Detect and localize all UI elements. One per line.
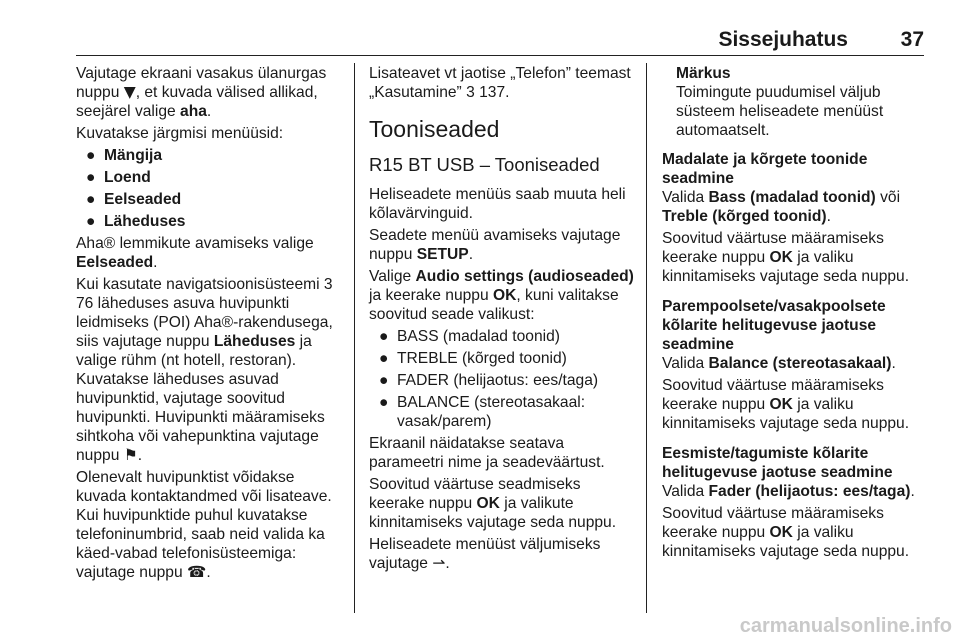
bullet-icon: ● — [379, 372, 389, 389]
list-item: ● Läheduses — [86, 213, 186, 230]
list-item: ● FADER (helijaotus: ees/taga) — [379, 372, 599, 389]
paragraph: Aha® lemmikute avamiseks valige Eelseaded. — [76, 235, 314, 271]
paragraph: Soovitud väärtuse seadmiseks keerake nuppu OK ja valikute kinnitamiseks vajutage seda nuppu. — [369, 476, 617, 531]
list-item: ● Loend — [86, 169, 151, 186]
paragraph: Heliseadete menüüs saab muuta heli kõlavärvinguid. — [369, 186, 626, 222]
paragraph: Kuvatakse järgmisi menüüsid: — [76, 125, 284, 142]
list-item: ● BALANCE (stereotasakaal: vasak/parem) — [379, 394, 586, 430]
bullet-icon: ● — [86, 147, 96, 164]
paragraph: Vajutage ekraani vasakus ülanurgas nuppu ▼, et kuvada välised allikad, seejärel valige aha. — [76, 65, 327, 120]
bullet-icon: ● — [379, 328, 389, 345]
column-2 — [369, 64, 637, 576]
phone-icon: ☎ — [186, 563, 207, 581]
subsection-heading: Eesmiste/tagumiste kõlarite helitugevuse jaotuse seadmine — [662, 445, 893, 481]
section-title: Sissejuhatus — [718, 28, 848, 51]
paragraph: Olenevalt huvipunktist võidakse kuvada kontaktandmed või lisateave. Kui huvipunktide puhul kuvatakse telefoninumbrid, saab neid valida ka käed-vabad telefonisüsteemiga: vajutage nuppu ☎. — [76, 469, 332, 581]
paragraph: Heliseadete menüüst väljumiseks vajutage ⇀. — [369, 536, 601, 572]
paragraph: Valige Audio settings (audioseaded) ja keerake nuppu OK, kuni valitakse soovitud seade valikust: — [369, 268, 634, 323]
paragraph: Valida Bass (madalad toonid) või Treble (kõrged toonid). — [662, 189, 901, 225]
column-3 — [662, 64, 930, 564]
registered-mark: ® — [221, 314, 234, 331]
page-reference-icon: 3 — [323, 276, 333, 293]
flag-icon: ⚑ — [123, 446, 138, 464]
section-heading: R15 BT USB – Tooniseaded — [369, 154, 600, 175]
list-item: ● Eelseaded — [86, 191, 182, 208]
subsection-heading: Madalate ja kõrgete toonide seadmine — [662, 151, 868, 187]
bullet-icon: ● — [86, 213, 96, 230]
page-number: 37 — [900, 28, 924, 51]
list-item: ● BASS (madalad toonid) — [379, 328, 560, 345]
chapter-heading: Tooniseaded — [369, 116, 500, 142]
bullet-icon: ● — [379, 394, 389, 411]
column-divider — [646, 63, 647, 613]
paragraph: Soovitud väärtuse määramiseks keerake nuppu OK ja valiku kinnitamiseks vajutage seda nuppu. — [662, 230, 910, 285]
watermark: carmanualsonline.info — [739, 615, 952, 637]
paragraph: Lisateavet vt jaotise „Telefon” teemast „Kasutamine” 3 137. — [369, 65, 631, 101]
page-header — [0, 0, 960, 56]
page-reference-icon: 3 — [466, 84, 475, 101]
back-arrow-icon: ⇀ — [432, 554, 446, 572]
down-arrow-icon: ▼ — [123, 83, 136, 101]
paragraph: Soovitud väärtuse määramiseks keerake nuppu OK ja valiku kinnitamiseks vajutage seda nuppu. — [662, 505, 910, 560]
paragraph: Kui kasutate navigatsioonisüsteemi 3 76 läheduses asuva huvipunkti leidmiseks (POI) Aha®-rakendusega, siis vajutage nuppu Läheduses ja valige rühm (nt hotell, restoran). Kuvatakse läheduses asuvad huvipunktid, vajutage soovitud huvipunkti. Huvipunkti määramiseks sihtkoha või vahepunktina vajutage nuppu ⚑. — [76, 276, 333, 464]
subsection-heading: Parempoolsete/vasakpoolsete kõlarite helitugevuse jaotuse seadmine — [662, 298, 886, 353]
note-box — [662, 64, 930, 140]
list-item: ● TREBLE (kõrged toonid) — [379, 350, 567, 367]
bullet-icon: ● — [86, 169, 96, 186]
note-text: Toimingute puudumisel väljub süsteem heliseadete menüüst automaatselt. — [676, 84, 884, 139]
column-1 — [76, 64, 344, 585]
paragraph: Valida Fader (helijaotus: ees/taga). — [662, 483, 915, 500]
list-item: ● Mängija — [86, 147, 163, 164]
bullet-icon: ● — [379, 350, 389, 367]
note-title: Märkus — [676, 65, 731, 82]
header-rule — [76, 55, 924, 56]
registered-mark: ® — [103, 235, 116, 252]
paragraph: Ekraanil näidatakse seatava parameetri nime ja seadeväärtust. — [369, 435, 605, 471]
column-divider — [354, 63, 355, 613]
paragraph: Seadete menüü avamiseks vajutage nuppu SETUP. — [369, 227, 621, 263]
paragraph: Soovitud väärtuse määramiseks keerake nuppu OK ja valiku kinnitamiseks vajutage seda nuppu. — [662, 377, 910, 432]
bullet-icon: ● — [86, 191, 96, 208]
paragraph: Valida Balance (stereotasakaal). — [662, 355, 896, 372]
